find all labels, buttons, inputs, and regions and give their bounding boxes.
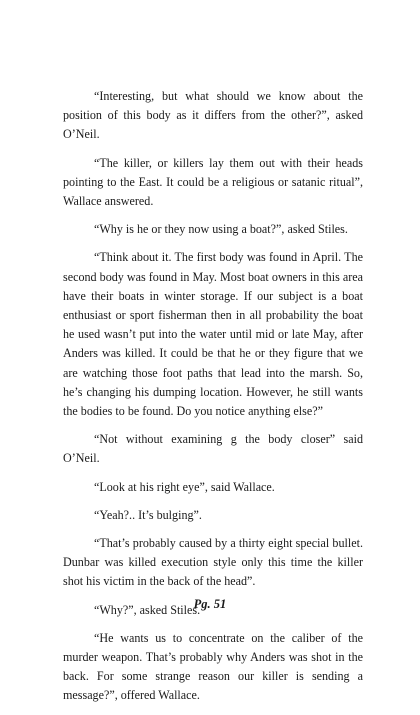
- paragraph: “That’s probably caused by a thirty eight special bullet. Dunbar was killed execution style only this time the killer shot his victim in the back of the head”.: [63, 536, 363, 589]
- paragraph: “The killer, or killers lay them out with their heads pointing to the East. It could be a religious or satanic ritual”, Wallace answered.: [63, 155, 363, 209]
- paragraph: “Look at his right eye”, said Wallace.: [94, 479, 275, 494]
- paragraph: “Interesting, but what should we know about the position of this body as it differs from the other?”, asked O’Neil.: [63, 89, 363, 142]
- paragraph: “Think about it. The first body was found in April. The second body was found in May. Most boat owners in this area have their boats in winter storage. If our subject is a boat enthusiast or sport fisherman then in all probability the boat he used wasn’t put into the water until mid or late May, after Anders was killed. It could be that he or they figure that we are watching those foot paths that lead into the marsh. So, he’s changing his dumping location. However, he still wants the bodies to be found. Do you notice anything else?”: [63, 250, 363, 419]
- paragraph: “Why?”, asked Stiles.: [94, 602, 201, 617]
- body-text: [63, 87, 363, 715]
- paragraph: “Not without examining g the body closer” said O’Neil.: [63, 432, 363, 466]
- paragraph: “Yeah?.. It’s bulging”.: [94, 507, 202, 522]
- page-number: Pg. 51: [193, 597, 227, 611]
- paragraph: “He wants us to concentrate on the caliber of the murder weapon. That’s probably why Anders was shot in the back. For some strange reason our killer is sending a message?”, offered Wallace.: [63, 630, 363, 703]
- paragraph: “Why is he or they now using a boat?”, asked Stiles.: [94, 222, 348, 237]
